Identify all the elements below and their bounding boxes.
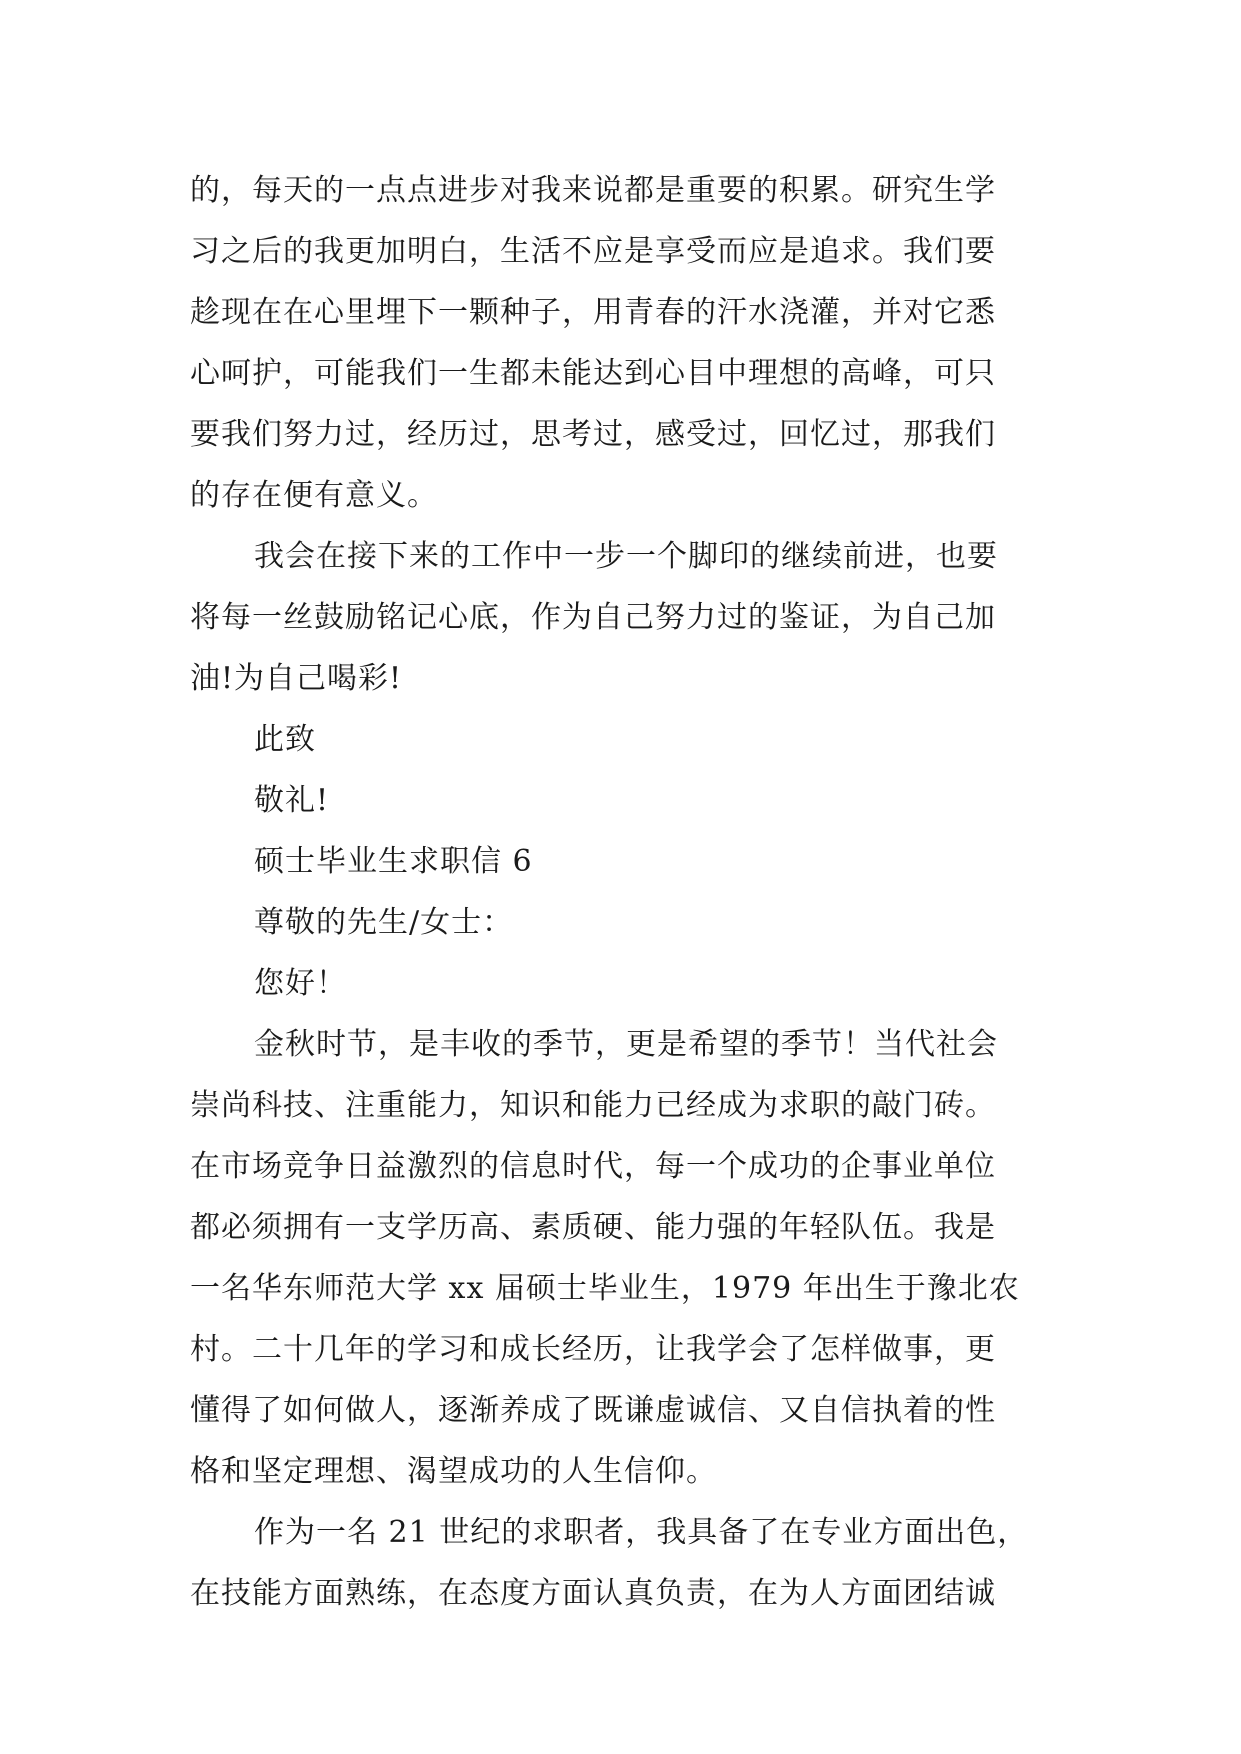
text-line: 格和坚定理想、渴望成功的人生信仰。 <box>190 1454 717 1489</box>
text-line: 村。二十几年的学习和成长经历，让我学会了怎样做事，更 <box>190 1332 996 1367</box>
text-line: 趁现在在心里埋下一颗种子，用青春的汗水浇灌，并对它悉 <box>190 295 996 330</box>
text-line: 都必须拥有一支学历高、素质硬、能力强的年轻队伍。我是 <box>190 1210 996 1245</box>
text-line: 的，每天的一点点进步对我来说都是重要的积累。研究生学 <box>190 173 996 208</box>
section-title: 硕士毕业生求职信 6 <box>254 844 533 879</box>
text-line: 在技能方面熟练，在态度方面认真负责，在为人方面团结诚 <box>190 1576 996 1611</box>
letter-body <box>190 160 1070 1624</box>
closing-regards: 敬礼! <box>254 783 330 818</box>
text-line: 在市场竞争日益激烈的信息时代，每一个成功的企事业单位 <box>190 1149 996 1184</box>
text-line: 油!为自己喝彩! <box>190 661 403 696</box>
paragraph-start-line: 作为一名 21 世纪的求职者，我具备了在专业方面出色， <box>254 1515 1029 1550</box>
text-line: 崇尚科技、注重能力，知识和能力已经成为求职的敲门砖。 <box>190 1088 996 1123</box>
paragraph-start-line: 金秋时节，是丰收的季节，更是希望的季节！当代社会 <box>254 1027 998 1062</box>
text-line: 的存在便有意义。 <box>190 478 438 513</box>
greeting-addressee: 尊敬的先生/女士： <box>254 905 514 940</box>
text-line: 要我们努力过，经历过，思考过，感受过，回忆过，那我们 <box>190 417 996 452</box>
text-line: 习之后的我更加明白，生活不应是享受而应是追求。我们要 <box>190 234 996 269</box>
text-line: 懂得了如何做人，逐渐养成了既谦虚诚信、又自信执着的性 <box>190 1393 996 1428</box>
text-line: 心呵护，可能我们一生都未能达到心目中理想的高峰，可只 <box>190 356 996 391</box>
closing-salutation: 此致 <box>254 722 316 757</box>
text-line: 一名华东师范大学 xx 届硕士毕业生，1979 年出生于豫北农 <box>190 1271 1020 1306</box>
paragraph-start-line: 我会在接下来的工作中一步一个脚印的继续前进，也要 <box>254 539 998 574</box>
text-line: 将每一丝鼓励铭记心底，作为自己努力过的鉴证，为自己加 <box>190 600 996 635</box>
greeting: 您好！ <box>254 966 347 1001</box>
